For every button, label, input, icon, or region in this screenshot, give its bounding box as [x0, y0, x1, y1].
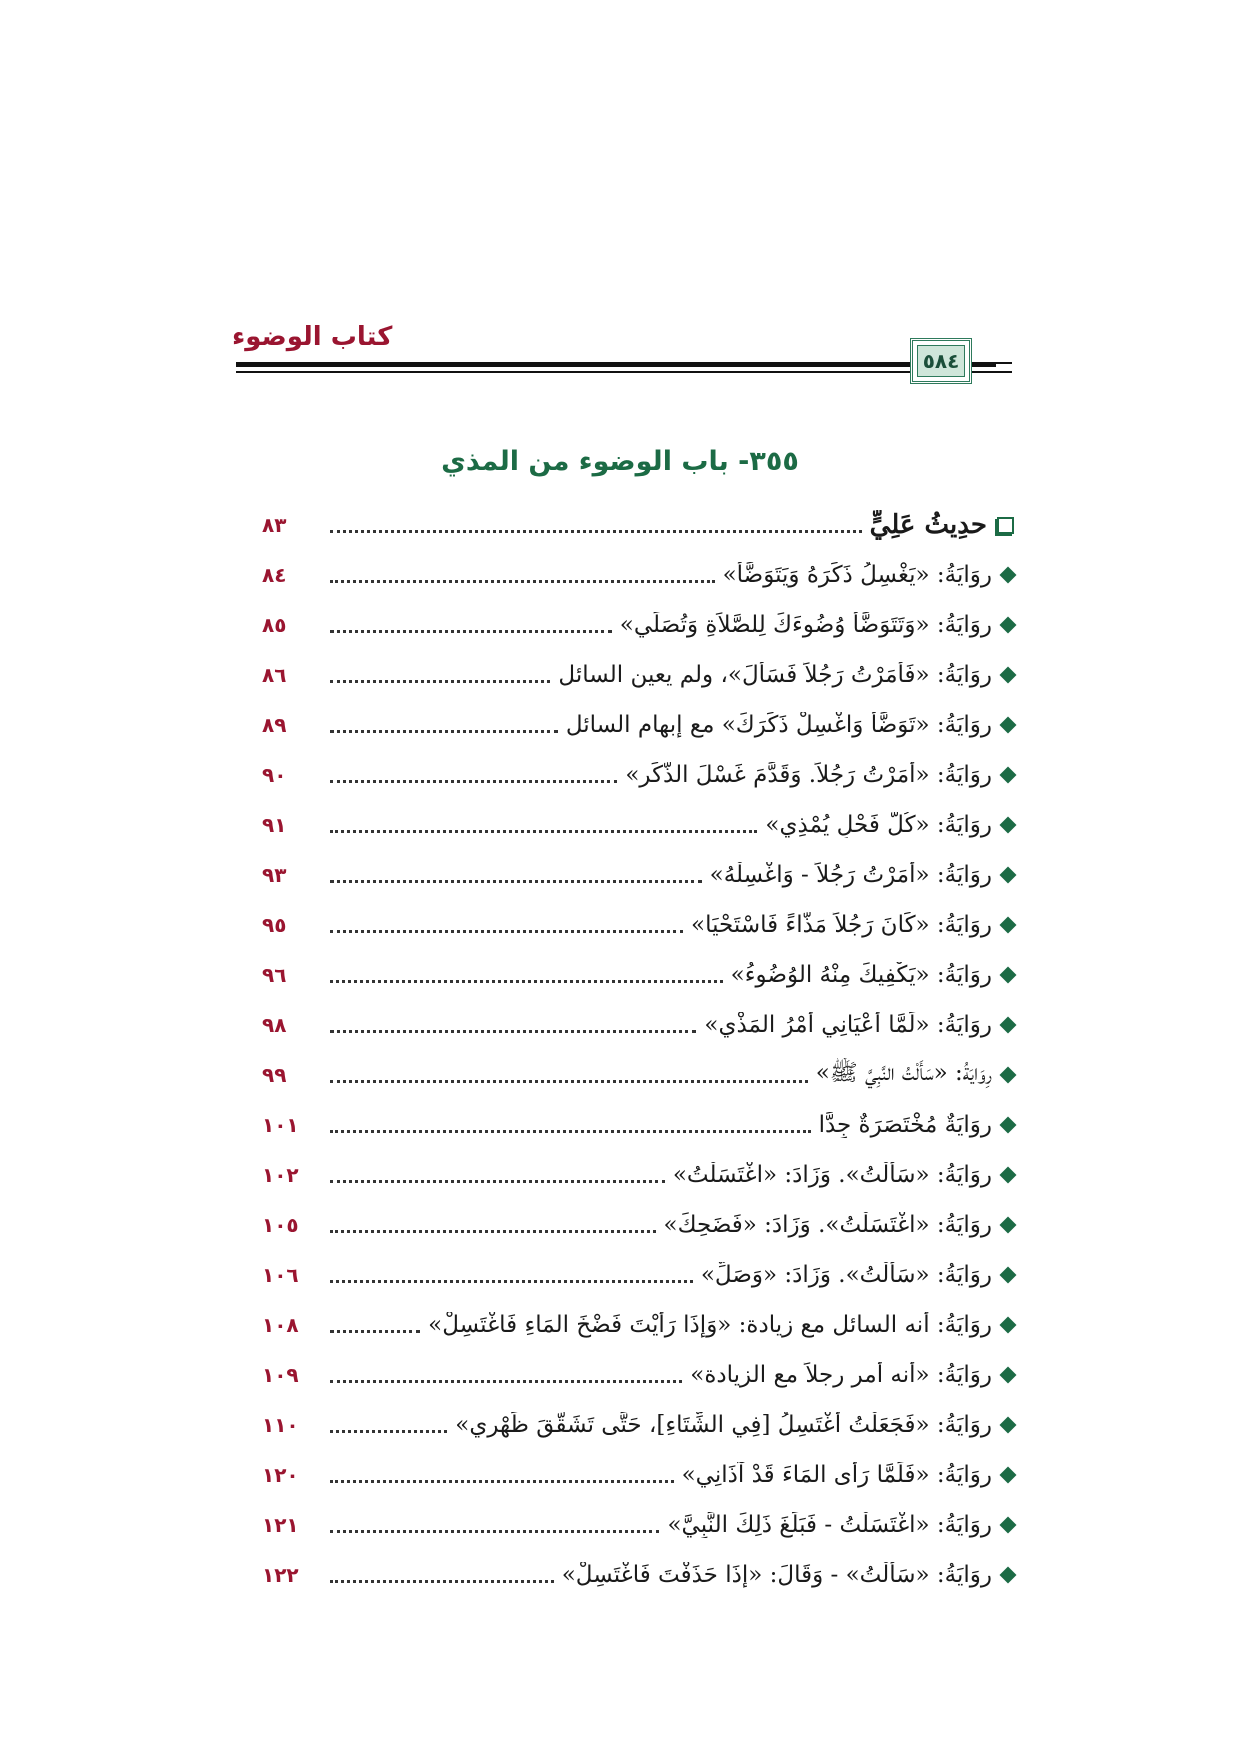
toc-page-number: ١١٠ — [262, 1413, 299, 1437]
toc-page-number: ٨٥ — [262, 613, 287, 637]
toc-page-number: ٩٦ — [262, 963, 287, 987]
dot-leader — [330, 1056, 808, 1083]
toc-row — [262, 500, 1014, 550]
toc-entry-text: رِوَايَةُ: «وَتَتَوَضَّأُ وُضُوءَكَ لِلصَّلاَةِ وَتُصَلِّي» — [619, 612, 992, 638]
toc-row — [262, 1500, 1014, 1550]
header-rule-thick — [236, 362, 996, 367]
dot-leader — [330, 1506, 659, 1533]
toc-entry-text: رِوَايَةُ: «كَانَ رَجُلاً مَذَّاءً فَاسْتَحْيَا» — [691, 912, 992, 938]
diamond-icon — [1000, 617, 1017, 634]
toc-row — [262, 1250, 1014, 1300]
diamond-icon — [1000, 1117, 1017, 1134]
toc-page-number: ١٠٨ — [262, 1313, 299, 1337]
toc-entry-text: رِوَايَةُ: «يَغْسِلُ ذَكَرَهُ وَيَتَوَضَّأُ» — [722, 562, 992, 588]
diamond-icon — [1000, 1267, 1017, 1284]
toc-row — [262, 1100, 1014, 1150]
page-number-box — [910, 338, 972, 384]
section-heading: ٣٥٥- باب الوضوء من المذي — [441, 446, 799, 477]
diamond-icon — [1000, 867, 1017, 884]
dot-leader — [330, 1156, 665, 1183]
diamond-icon — [1000, 1367, 1017, 1384]
dot-leader — [330, 1106, 811, 1133]
header-rule-short-top — [982, 362, 1012, 364]
toc-page-number: ٩٩ — [262, 1063, 287, 1087]
dot-leader — [330, 556, 715, 583]
dot-leader — [330, 856, 702, 883]
toc-page-number: ٩١ — [262, 813, 287, 837]
dot-leader — [330, 756, 617, 783]
book-title: كتاب الوضوء — [232, 322, 393, 352]
diamond-icon — [1000, 1167, 1017, 1184]
toc-entry-text: رِوَايَةُ: «كُلُّ فَحْلٍ يُمْذِي» — [765, 812, 992, 838]
toc-entry-text: رِوَايَةُ: «فَجَعَلْتُ أَغْتَسِلُ [فِي الشِّتَاءِ]، حَتَّى تَشَقَّقَ ظَهْرِي» — [455, 1412, 992, 1438]
toc-entry-text: رِوَايَةُ: «أَمَرْتُ رَجُلاً. وَقَدَّمَ غَسْلَ الذَّكَرِ» — [625, 762, 992, 788]
toc-entry-text: رِوَايَةُ: «سَأَلْتُ النَّبِيَّ ﷺ» — [815, 1060, 992, 1086]
toc-entry-text: رِوَايَةُ: أنه السائل مع زيادة: «وَإِذَا رَأَيْتَ فَضْخَ المَاءِ فَاغْتَسِلْ» — [428, 1312, 992, 1338]
toc-row — [262, 800, 1014, 850]
toc-entry-text: رِوَايَةُ: «لَمَّا أَعْيَانِي أَمْرُ المَذْيِ» — [704, 1012, 992, 1038]
toc-page-number: ١٠٦ — [262, 1263, 299, 1287]
toc-page-number: ١٠٥ — [262, 1213, 299, 1237]
toc-entry-text: رِوَايَةُ: «سَأَلْتُ» - وَقَالَ: «إِذَا حَذَفْتَ فَاغْتَسِلْ» — [561, 1562, 992, 1588]
dot-leader — [330, 656, 550, 683]
diamond-icon — [1000, 1067, 1017, 1084]
toc-row — [262, 1150, 1014, 1200]
dot-leader — [330, 806, 757, 833]
toc-row — [262, 650, 1014, 700]
toc-page-number: ١٠٢ — [262, 1163, 299, 1187]
dot-leader — [330, 1306, 420, 1333]
toc-entry-text: رِوَايَةُ: «اغْتَسَلْتُ». وَزَادَ: «فَضَحِكَ» — [663, 1212, 992, 1238]
toc-page-number: ١٢١ — [262, 1513, 299, 1537]
toc-page-number: ٨٤ — [262, 563, 287, 587]
toc-row — [262, 900, 1014, 950]
toc-entry-text: رِوَايَةُ: «يَكْفِيكَ مِنْهُ الوُضُوءُ» — [730, 962, 992, 988]
toc-entry-text: رِوَايَةُ: «أنه أمر رجلاً مع الزيادة» — [690, 1362, 992, 1388]
toc-entry-text: رِوَايَةُ: «سَأَلْتُ». وَزَادَ: «اغْتَسَلْتُ» — [672, 1162, 992, 1188]
toc-page-number: ٨٩ — [262, 713, 287, 737]
dot-leader — [330, 1456, 674, 1483]
toc-page-number: ١٠١ — [262, 1113, 299, 1137]
toc-entry-text: رِوَايَةُ: «فَأَمَرْتُ رَجُلاً فَسَأَلَ»، ولم يعين السائل — [558, 662, 992, 688]
toc-row — [262, 1300, 1014, 1350]
toc-row — [262, 950, 1014, 1000]
toc-entry-text: رِوَايَةُ: «سَأَلْتُ». وَزَادَ: «وَصَلِّ» — [700, 1262, 992, 1288]
toc-row — [262, 1450, 1014, 1500]
toc-row — [262, 1400, 1014, 1450]
toc-row — [262, 1550, 1014, 1600]
toc-row — [262, 1200, 1014, 1250]
diamond-icon — [1000, 967, 1017, 984]
toc-row — [262, 1350, 1014, 1400]
dot-leader — [330, 1556, 554, 1583]
square-icon — [997, 517, 1014, 534]
diamond-icon — [1000, 667, 1017, 684]
toc-row — [262, 600, 1014, 650]
diamond-icon — [1000, 567, 1017, 584]
toc-entry-text: رِوَايَةُ: «فَلَمَّا رَأَى المَاءَ قَدْ آذَانِي» — [681, 1462, 992, 1488]
dot-leader — [330, 1006, 696, 1033]
toc-row — [262, 1000, 1014, 1050]
toc-page-number: ٩٠ — [262, 763, 287, 787]
dot-leader — [330, 606, 612, 633]
header-rule-short-bottom — [982, 371, 1012, 373]
diamond-icon — [1000, 1417, 1017, 1434]
toc-page-number: ٩٨ — [262, 1013, 287, 1037]
dot-leader — [330, 706, 558, 733]
toc-page-number: ٩٥ — [262, 913, 287, 937]
diamond-icon — [1000, 1467, 1017, 1484]
diamond-icon — [1000, 767, 1017, 784]
toc-page-number: ١٢٠ — [262, 1463, 299, 1487]
toc-row — [262, 850, 1014, 900]
toc-entry-text: رِوَايَةُ: «أَمَرْتُ رَجُلاً - وَاغْسِلْهُ» — [709, 862, 992, 888]
diamond-icon — [1000, 917, 1017, 934]
toc-entry-text: رِوَايَةُ: «اغْتَسَلْتُ - فَبَلَغَ ذَلِكَ النَّبِيَّ» — [667, 1512, 992, 1538]
dot-leader — [330, 906, 683, 933]
dot-leader — [330, 1256, 693, 1283]
diamond-icon — [1000, 817, 1017, 834]
toc-row — [262, 550, 1014, 600]
toc-entry-text: حدِيثُ عَلِيٍّ — [869, 510, 987, 540]
toc-page-number: ٩٣ — [262, 863, 287, 887]
dot-leader — [330, 506, 862, 533]
toc-row — [262, 700, 1014, 750]
header-rule-thin — [236, 371, 996, 373]
dot-leader — [330, 1206, 656, 1233]
toc-page-number: ١٢٢ — [262, 1563, 299, 1587]
diamond-icon — [1000, 1217, 1017, 1234]
toc-row — [262, 1050, 1014, 1100]
diamond-icon — [1000, 1017, 1017, 1034]
dot-leader — [330, 1406, 447, 1433]
toc-entry-text: رِوَايَةُ: «تَوَضَّأْ وَاغْسِلْ ذَكَرَكَ» مع إبهام السائل — [565, 712, 992, 738]
dot-leader — [330, 1356, 682, 1383]
diamond-icon — [1000, 1317, 1017, 1334]
diamond-icon — [1000, 1517, 1017, 1534]
dot-leader — [330, 956, 723, 983]
toc-row — [262, 750, 1014, 800]
toc-page-number: ١٠٩ — [262, 1363, 299, 1387]
toc-page-number: ٨٦ — [262, 663, 287, 687]
toc-entry-text: رِوَايَةٌ مُخْتَصَرَةٌ جِدًّا — [818, 1112, 992, 1138]
table-of-contents — [262, 500, 1014, 1600]
toc-page-number: ٨٣ — [262, 513, 287, 537]
diamond-icon — [1000, 1567, 1017, 1584]
diamond-icon — [1000, 717, 1017, 734]
page-number: ٥٨٤ — [917, 345, 965, 377]
